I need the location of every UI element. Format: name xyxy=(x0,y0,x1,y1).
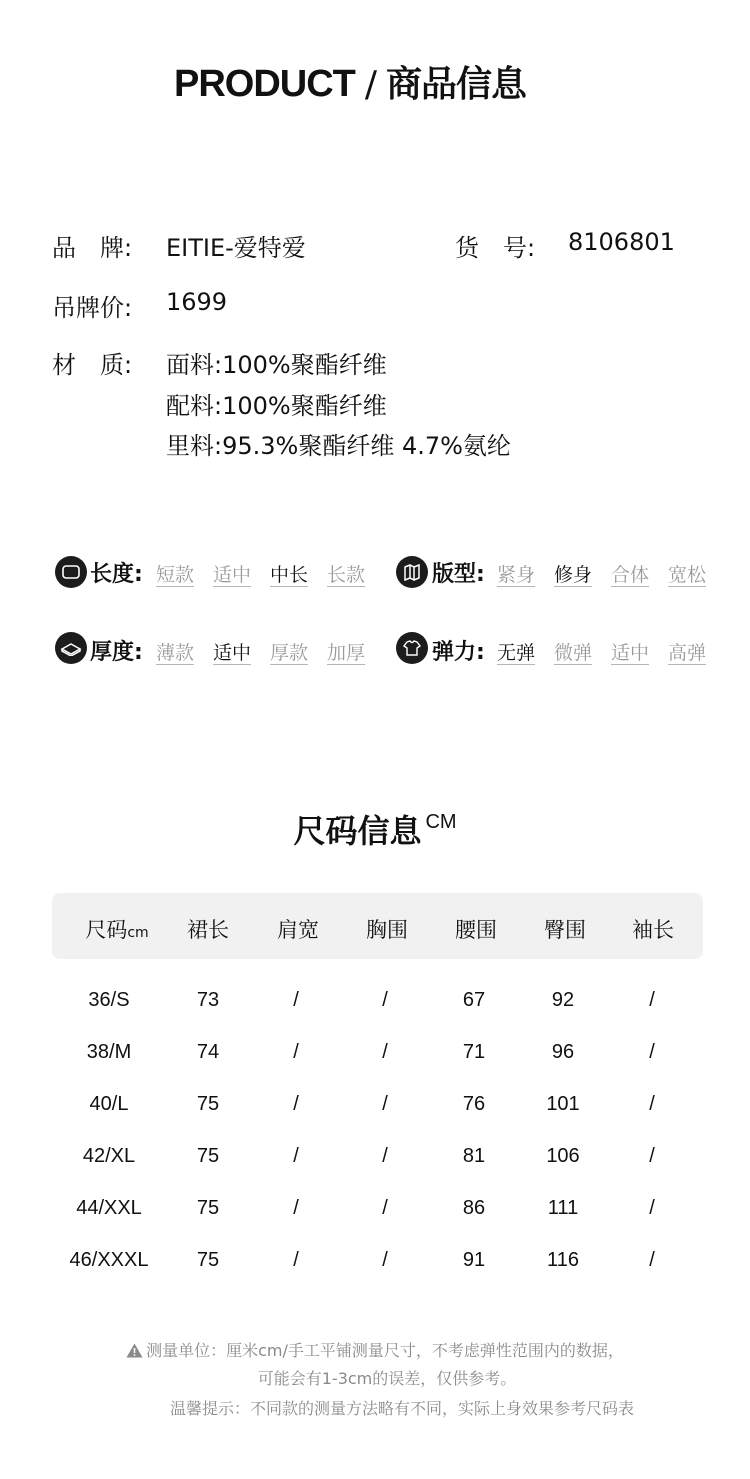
elasticity-option: 微弹 xyxy=(554,642,593,664)
thickness-options xyxy=(156,638,365,665)
page-title xyxy=(0,56,700,107)
thickness-option: 厚款 xyxy=(270,642,309,664)
size-title-text: 尺码信息 xyxy=(293,812,422,850)
length-options xyxy=(156,560,365,587)
title-en: PRODUCT xyxy=(173,63,355,105)
size-table-header xyxy=(52,893,703,959)
measurement-cell: 73 xyxy=(196,989,220,1011)
length-option: 长款 xyxy=(327,564,366,586)
fit-icon xyxy=(396,556,428,588)
warning-icon xyxy=(126,1343,143,1362)
measurement-cell: 101 xyxy=(546,1093,580,1115)
measurement-cell: 81 xyxy=(462,1145,486,1167)
measurement-cell: / xyxy=(649,1145,655,1167)
measurement-cell: / xyxy=(382,989,388,1011)
measurement-cell: 92 xyxy=(551,989,575,1011)
note-line-1: 测量单位：厘米cm/手工平铺测量尺寸，不考虑弹性范围内的数据， xyxy=(146,1341,624,1360)
measurement-cell: 91 xyxy=(462,1249,486,1271)
measurement-cell: / xyxy=(649,1249,655,1271)
attribute-row xyxy=(0,632,750,672)
brand-label: 品 牌: xyxy=(52,234,133,262)
size-section-title xyxy=(0,806,750,852)
fit-option: 合体 xyxy=(611,564,650,586)
fit-option: 宽松 xyxy=(668,564,707,586)
measurement-cell: 96 xyxy=(551,1041,575,1063)
measurement-cell: 75 xyxy=(196,1197,220,1219)
column-header-bust: 胸围 xyxy=(366,918,408,942)
fit-option-selected: 修身 xyxy=(554,564,593,586)
measurement-cell: 76 xyxy=(462,1093,486,1115)
column-header-length: 裙长 xyxy=(187,918,229,942)
measurement-cell: 106 xyxy=(546,1145,580,1167)
size-title-unit: CM xyxy=(425,811,457,833)
note-line-2: 可能会有1-3cm的误差，仅供参考。 xyxy=(257,1369,517,1388)
size-cell: 42/XL xyxy=(82,1145,136,1167)
fit-label: 版型: xyxy=(432,562,485,587)
length-icon xyxy=(55,556,87,588)
measurement-cell: / xyxy=(293,1145,299,1167)
length-label: 长度: xyxy=(90,562,143,587)
measurement-cell: / xyxy=(293,989,299,1011)
size-cell: 44/XXL xyxy=(76,1197,142,1219)
measurement-cell: 67 xyxy=(462,989,486,1011)
thickness-option: 加厚 xyxy=(327,642,366,664)
measurement-cell: / xyxy=(382,1041,388,1063)
column-header-waist: 腰围 xyxy=(455,918,497,942)
measurement-cell: 75 xyxy=(196,1145,220,1167)
elasticity-option: 适中 xyxy=(611,642,650,664)
thickness-icon xyxy=(55,632,87,664)
measurement-cell: / xyxy=(293,1093,299,1115)
material-shell: 面料:100%聚酯纤维 xyxy=(166,351,387,379)
column-header-size: 尺码cm xyxy=(85,918,149,942)
size-cell: 46/XXXL xyxy=(69,1249,149,1271)
measurement-cell: 116 xyxy=(547,1249,579,1271)
measurement-cell: 86 xyxy=(462,1197,486,1219)
measurement-note xyxy=(0,1338,750,1362)
length-option: 适中 xyxy=(213,564,252,586)
material-trim: 配料:100%聚酯纤维 xyxy=(166,392,387,420)
title-cn: 商品信息 xyxy=(386,64,527,105)
elasticity-option-selected: 无弹 xyxy=(497,642,536,664)
column-header-shoulder: 肩宽 xyxy=(277,918,319,942)
brand-value: EITIE-爱特爱 xyxy=(166,234,306,262)
elasticity-options xyxy=(497,638,706,665)
measurement-cell: 74 xyxy=(196,1041,220,1063)
size-cell: 36/S xyxy=(88,989,130,1011)
measurement-cell: / xyxy=(649,989,655,1011)
measurement-cell: / xyxy=(382,1093,388,1115)
price-label: 吊牌价: xyxy=(52,294,133,322)
measurement-cell: / xyxy=(649,1093,655,1115)
sku-label: 货 号: xyxy=(455,234,536,262)
elasticity-option: 高弹 xyxy=(668,642,707,664)
thickness-option: 薄款 xyxy=(156,642,195,664)
measurement-cell: / xyxy=(649,1041,655,1063)
measurement-cell: / xyxy=(293,1197,299,1219)
elasticity-icon xyxy=(396,632,428,664)
material-lining: 里料:95.3%聚酯纤维 4.7%氨纶 xyxy=(166,432,511,460)
column-header-unit: cm xyxy=(127,925,149,941)
attribute-row xyxy=(0,554,750,594)
measurement-cell: 71 xyxy=(462,1041,486,1063)
length-option: 短款 xyxy=(156,564,195,586)
sku-value: 8106801 xyxy=(568,228,675,256)
measurement-cell: / xyxy=(382,1145,388,1167)
size-cell: 38/M xyxy=(86,1041,132,1063)
title-slash: / xyxy=(364,64,376,105)
note-line-3: 温馨提示：不同款的测量方法略有不同，实际上身效果参考尺码表 xyxy=(169,1399,634,1418)
material-label: 材 质: xyxy=(52,351,133,379)
size-cell: 40/L xyxy=(89,1093,129,1115)
measurement-cell: 111 xyxy=(547,1197,579,1219)
column-header-hip: 臀围 xyxy=(544,918,586,942)
length-option-selected: 中长 xyxy=(270,564,309,586)
measurement-cell: / xyxy=(293,1041,299,1063)
measurement-cell: / xyxy=(382,1249,388,1271)
elasticity-label: 弹力: xyxy=(432,640,485,665)
measurement-cell: 75 xyxy=(196,1093,220,1115)
thickness-label: 厚度: xyxy=(90,640,143,665)
column-header-sleeve: 袖长 xyxy=(632,918,674,942)
measurement-cell: / xyxy=(293,1249,299,1271)
fit-option: 紧身 xyxy=(497,564,536,586)
thickness-option-selected: 适中 xyxy=(213,642,252,664)
fit-options xyxy=(497,560,706,587)
measurement-cell: / xyxy=(649,1197,655,1219)
measurement-cell: / xyxy=(382,1197,388,1219)
measurement-cell: 75 xyxy=(196,1249,220,1271)
price-value: 1699 xyxy=(166,288,228,316)
